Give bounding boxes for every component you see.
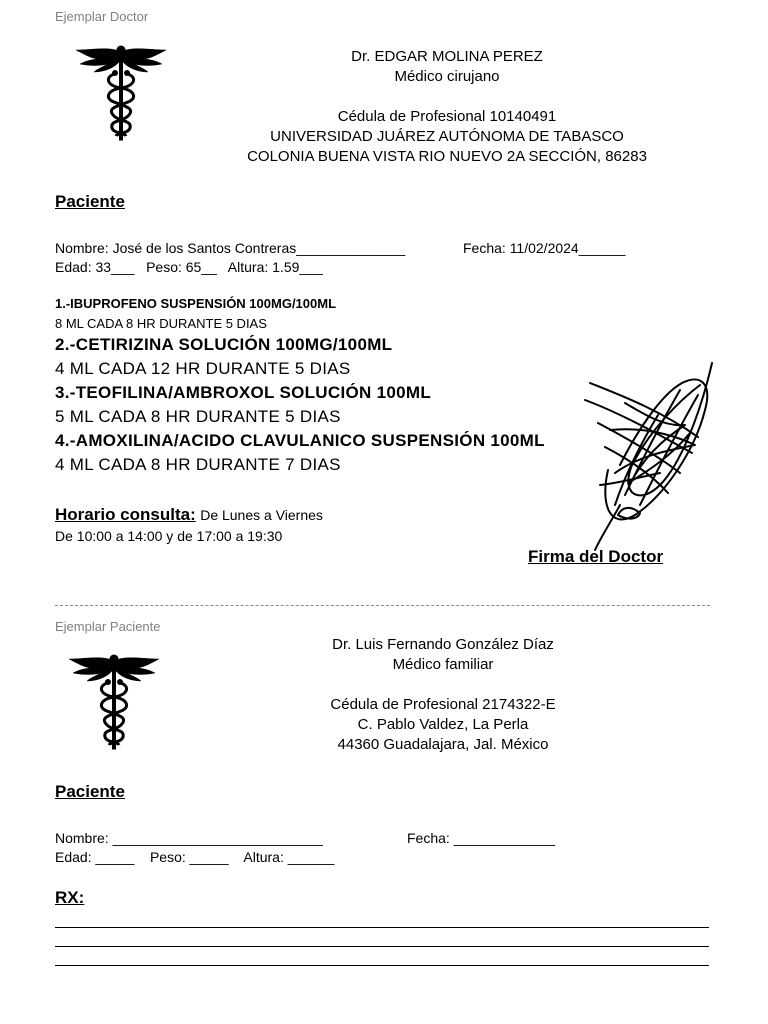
rx-writing-line (55, 965, 709, 966)
patient-copy-header (243, 635, 643, 755)
prescription-dose: 4 ML CADA 8 HR DURANTE 7 DIAS (55, 455, 341, 474)
patient-heading: Paciente (55, 192, 125, 211)
prescription-dose: 8 ML CADA 8 HR DURANTE 5 DIAS (55, 316, 267, 331)
doctor-name: Dr. EDGAR MOLINA PEREZ (351, 48, 543, 65)
doctor-city: 44360 Guadalajara, Jal. México (337, 736, 549, 753)
prescription-drug: 3.-TEOFILINA/AMBROXOL SOLUCIÓN 100ML (55, 383, 432, 402)
prescription-drug: 4.-AMOXILINA/ACIDO CLAVULANICO SUSPENSIÓN 100ML (55, 431, 545, 450)
schedule-heading: Horario consulta: (55, 505, 196, 524)
caduceus-icon (74, 44, 168, 144)
signature-label: Firma del Doctor (528, 547, 664, 566)
schedule-hours: De 10:00 a 14:00 y de 17:00 a 19:30 (55, 528, 283, 544)
rx-writing-line (55, 927, 709, 928)
schedule-days: De Lunes a Viernes (200, 507, 323, 523)
patient-name-line: Nombre: ___________________________ (55, 830, 323, 846)
doctor-address: COLONIA BUENA VISTA RIO NUEVO 2A SECCIÓN, 86283 (247, 148, 647, 165)
doctor-license: Cédula de Profesional 2174322-E (330, 696, 556, 713)
doctor-specialty: Médico familiar (392, 656, 494, 673)
doctor-specialty: Médico cirujano (394, 68, 500, 85)
vitals-line: Edad: _____ Peso: _____ Altura: ______ (55, 849, 335, 865)
vitals-line: Edad: 33___ Peso: 65__ Altura: 1.59___ (55, 259, 323, 275)
patient-name-line: Nombre: José de los Santos Contreras______________ (55, 240, 406, 256)
patient-heading: Paciente (55, 782, 125, 801)
doctor-license: Cédula de Profesional 10140491 (337, 108, 557, 125)
date-line: Fecha: 11/02/2024______ (463, 240, 626, 256)
schedule-line (55, 505, 323, 525)
handwritten-signature (580, 355, 725, 555)
prescription-drug: 2.-CETIRIZINA SOLUCIÓN 100MG/100ML (55, 335, 393, 354)
date-line: Fecha: _____________ (407, 830, 555, 846)
rx-heading: RX: (55, 888, 85, 907)
cut-line-divider (55, 605, 710, 606)
copy-label-patient: Ejemplar Paciente (55, 619, 161, 634)
doctor-header (208, 47, 686, 167)
doctor-street: C. Pablo Valdez, La Perla (357, 716, 529, 733)
doctor-name: Dr. Luis Fernando González Díaz (332, 636, 554, 653)
caduceus-icon (67, 653, 161, 753)
prescription-dose: 5 ML CADA 8 HR DURANTE 5 DIAS (55, 407, 341, 426)
prescription-drug: 1.-IBUPROFENO SUSPENSIÓN 100MG/100ML (55, 296, 337, 311)
prescription-dose: 4 ML CADA 12 HR DURANTE 5 DIAS (55, 359, 351, 378)
copy-label-doctor: Ejemplar Doctor (55, 9, 149, 24)
doctor-university: UNIVERSIDAD JUÁREZ AUTÓNOMA DE TABASCO (270, 128, 624, 145)
rx-writing-line (55, 946, 709, 947)
